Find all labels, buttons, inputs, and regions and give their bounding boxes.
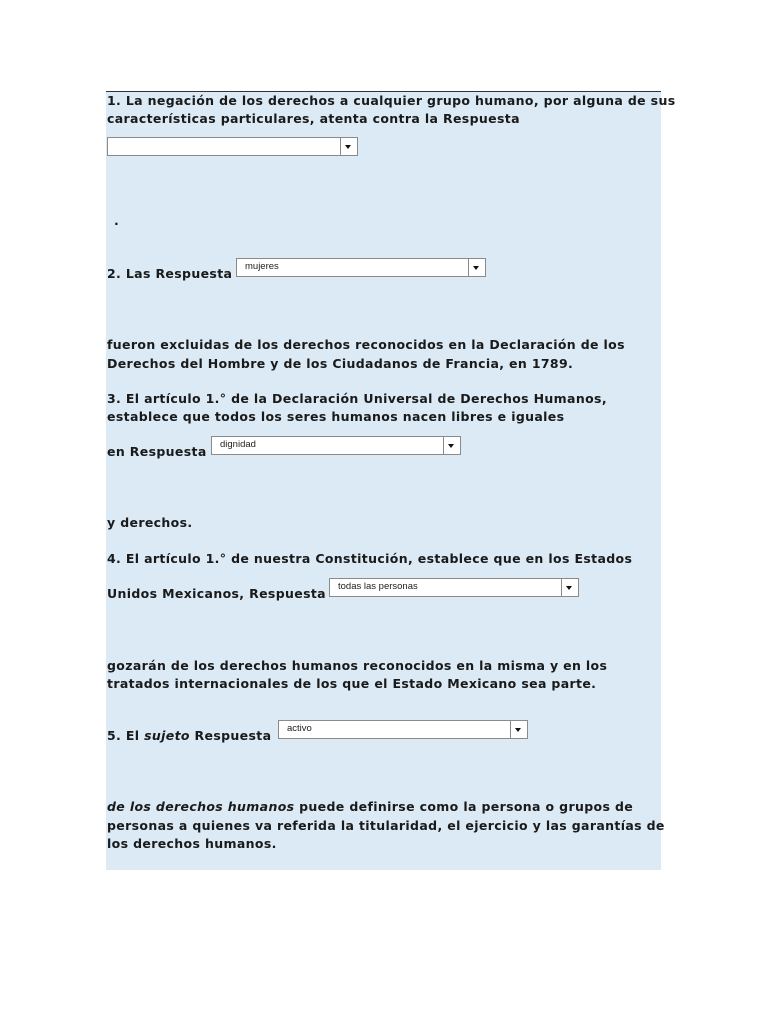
chevron-down-icon[interactable] [468,259,485,276]
q3-answer-select[interactable] [211,436,461,455]
q2-select-value: mujeres [245,261,279,272]
quiz-panel [106,91,661,870]
q1-text-line2: características particulares, atenta contra la Respuesta [107,111,520,126]
q2-answer-select[interactable] [236,258,486,277]
q2-text-after-line2: Derechos del Hombre y de los Ciudadanos de Francia, en 1789. [107,356,574,371]
q2-text-before: 2. Las Respuesta [107,266,233,281]
q5-select-value: activo [287,723,312,734]
q5-text-after-line1 [107,798,633,816]
q4-answer-select[interactable] [329,578,579,597]
chevron-down-icon[interactable] [510,721,527,738]
q2-text-after-line1: fueron excluidas de los derechos reconocidos en la Declaración de los [107,337,625,352]
q5-text-before [107,727,271,745]
q1-text-line1: 1. La negación de los derechos a cualquier grupo humano, por alguna de sus [107,93,676,108]
chevron-down-icon[interactable] [443,437,460,454]
chevron-down-icon[interactable] [561,579,578,596]
q5-answer-select[interactable] [278,720,528,739]
q3-text-before: en Respuesta [107,444,207,459]
q1-answer-select[interactable] [107,137,358,156]
q5-text-sujeto: sujeto [144,728,190,743]
q3-text-line1: 3. El artículo 1.° de la Declaración Universal de Derechos Humanos, [107,391,607,406]
q5-text-after-rest: puede definirse como la persona o grupos de [294,799,634,814]
q5-text-before-a: 5. El [107,728,145,743]
q4-text-before: Unidos Mexicanos, Respuesta [107,586,326,601]
q3-text-line2: establece que todos los seres humanos nacen libres e iguales [107,409,565,424]
q4-text-after-line1: gozarán de los derechos humanos reconocidos en la misma y en los [107,658,608,673]
q5-text-after-line3: los derechos humanos. [107,836,277,851]
q1-text-after: . [114,213,120,228]
q4-select-value: todas las personas [338,581,418,592]
q5-text-before-b: Respuesta [189,728,272,743]
q5-text-after-italic: de los derechos humanos [107,799,295,814]
q3-text-after: y derechos. [107,515,193,530]
q4-text-line1: 4. El artículo 1.° de nuestra Constitución, establece que en los Estados [107,551,633,566]
q3-select-value: dignidad [220,439,256,450]
chevron-down-icon[interactable] [340,138,357,155]
q5-text-after-line2: personas a quienes va referida la titularidad, el ejercicio y las garantías de [107,818,665,833]
q4-text-after-line2: tratados internacionales de los que el Estado Mexicano sea parte. [107,676,597,691]
